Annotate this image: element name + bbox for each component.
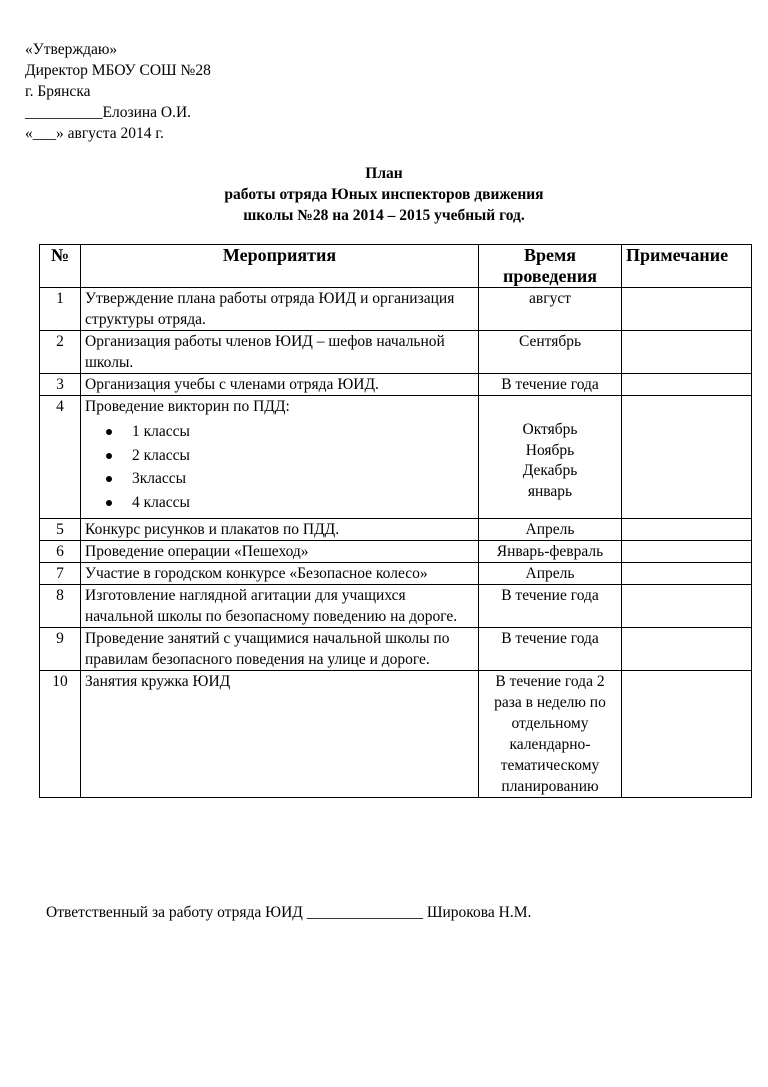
row-time: Декабрь [522,462,578,479]
row-note [622,288,752,331]
row-time: Апрель [479,519,622,541]
list-item: 1 классы [132,420,474,444]
row-time: Ноябрь [525,441,575,459]
row-event: Утверждение плана работы отряда ЮИД и организация структуры отряда. [81,288,479,331]
title-line: школы №28 на 2014 – 2015 учебный год. [243,207,525,224]
approval-block [25,39,355,142]
row-note [622,628,752,671]
row-event: Занятия кружка ЮИД [81,671,479,798]
row-note [622,671,752,798]
row-num: 10 [40,671,81,798]
list-item: 4 классы [132,491,474,515]
quiz-class-list [85,420,474,514]
row-time: В течение года [479,585,622,628]
row-num: 7 [40,563,81,585]
table-header-row [40,245,752,288]
row-note [622,331,752,374]
row-note [622,396,752,519]
plan-table [39,244,752,798]
table-row [40,541,752,563]
approval-line: Директор МБОУ СОШ №28 [25,62,211,79]
row-num: 3 [40,374,81,396]
row-num: 1 [40,288,81,331]
row-event-cell [81,396,479,519]
row-time: Январь-февраль [479,541,622,563]
approval-line: __________Елозина О.И. [25,104,192,121]
title-line: работы отряда Юных инспекторов движения [224,186,544,203]
row-time: В течение года [479,374,622,396]
table-row [40,563,752,585]
row-note [622,563,752,585]
row-time: август [479,288,622,331]
row-note [622,519,752,541]
row-event: Участие в городском конкурсе «Безопасное колесо» [81,563,479,585]
table-row [40,374,752,396]
header-num: № [40,245,81,288]
list-item: 3классы [132,467,474,491]
row-time: В течение года 2 раза в неделю по отдельному календарно-тематическому планированию [479,671,622,798]
approval-line: г. Брянска [25,83,91,100]
row-event: Организация учебы с членами отряда ЮИД. [81,374,479,396]
row-event: Проведение операции «Пешеход» [81,541,479,563]
header-event: Мероприятия [81,245,479,288]
responsible-signature: Ответственный за работу отряда ЮИД _______________ Широкова Н.М. [46,904,532,921]
row-time: В течение года [479,628,622,671]
row-note [622,541,752,563]
table-row [40,396,752,519]
approval-line: «___» августа 2014 г. [25,125,164,142]
row-event: Изготовление наглядной агитации для учащихся начальной школы по безопасному поведению на дороге. [81,585,479,628]
row-num: 9 [40,628,81,671]
row-num: 6 [40,541,81,563]
table-row [40,519,752,541]
row-time: Сентябрь [479,331,622,374]
row-time-cell [479,396,622,519]
header-time: Время проведения [479,245,622,288]
approval-line: «Утверждаю» [25,41,118,58]
row-num: 2 [40,331,81,374]
row-event: Проведение викторин по ПДД: [85,398,290,415]
header-note: Примечание [622,245,752,288]
row-time: Апрель [479,563,622,585]
row-note [622,585,752,628]
row-num: 5 [40,519,81,541]
table-row [40,331,752,374]
row-time: Октябрь [522,421,578,438]
list-item: 2 классы [132,444,474,468]
table-row [40,585,752,628]
document-title [0,163,768,226]
row-event: Организация работы членов ЮИД – шефов начальной школы. [81,331,479,374]
table-row [40,671,752,798]
title-line: План [365,165,403,182]
row-event: Проведение занятий с учащимися начальной школы по правилам безопасного поведения на улице и дороге. [81,628,479,671]
row-time: январь [527,482,573,500]
row-num: 8 [40,585,81,628]
row-num: 4 [40,396,81,519]
row-note [622,374,752,396]
table-row [40,288,752,331]
row-event: Конкурс рисунков и плакатов по ПДД. [81,519,479,541]
table-row [40,628,752,671]
